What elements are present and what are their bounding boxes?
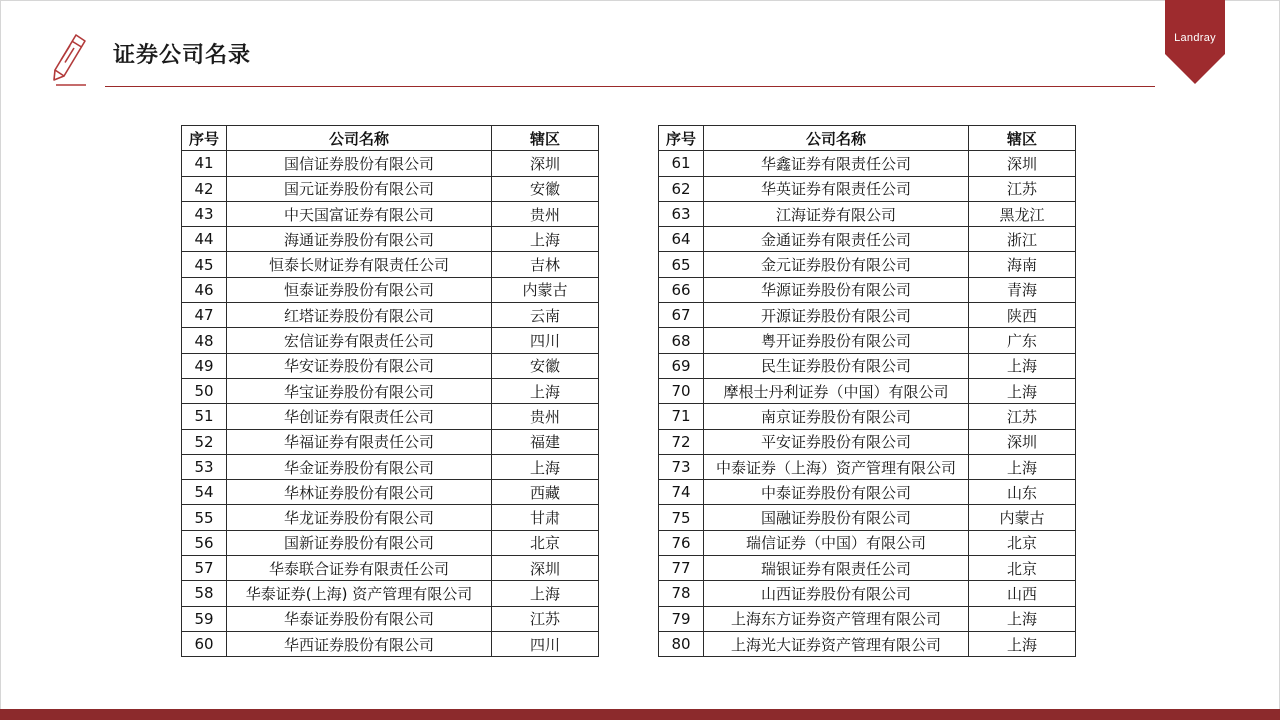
table-row	[659, 176, 1076, 201]
cell-company-name: 红塔证券股份有限公司	[227, 303, 492, 328]
table-row	[659, 328, 1076, 353]
cell-region: 北京	[969, 530, 1076, 555]
cell-index: 54	[182, 480, 227, 505]
table-row	[659, 277, 1076, 302]
cell-company-name: 中泰证券股份有限公司	[704, 480, 969, 505]
header-company-name: 公司名称	[704, 126, 969, 151]
table-row	[182, 581, 599, 606]
cell-region: 陕西	[969, 303, 1076, 328]
pencil-icon	[52, 32, 88, 88]
cell-region: 山东	[969, 480, 1076, 505]
cell-company-name: 江海证券有限公司	[704, 201, 969, 226]
cell-company-name: 华泰联合证券有限责任公司	[227, 556, 492, 581]
cell-index: 42	[182, 176, 227, 201]
cell-index: 76	[659, 530, 704, 555]
header-row	[659, 126, 1076, 151]
cell-index: 73	[659, 454, 704, 479]
cell-company-name: 中泰证券（上海）资产管理有限公司	[704, 454, 969, 479]
table-row	[659, 151, 1076, 176]
cell-region: 西藏	[492, 480, 599, 505]
cell-region: 江苏	[969, 404, 1076, 429]
table-row	[659, 505, 1076, 530]
header-row	[182, 126, 599, 151]
cell-region: 北京	[492, 530, 599, 555]
cell-company-name: 摩根士丹利证券（中国）有限公司	[704, 378, 969, 403]
cell-index: 44	[182, 227, 227, 252]
cell-index: 69	[659, 353, 704, 378]
cell-company-name: 华林证券股份有限公司	[227, 480, 492, 505]
cell-region: 上海	[492, 227, 599, 252]
cell-region: 山西	[969, 581, 1076, 606]
table-row	[659, 429, 1076, 454]
cell-company-name: 上海光大证券资产管理有限公司	[704, 631, 969, 656]
cell-company-name: 国元证券股份有限公司	[227, 176, 492, 201]
cell-company-name: 粤开证券股份有限公司	[704, 328, 969, 353]
table-row	[659, 252, 1076, 277]
cell-region: 深圳	[492, 556, 599, 581]
cell-index: 70	[659, 378, 704, 403]
table-row	[182, 353, 599, 378]
cell-index: 79	[659, 606, 704, 631]
table-row	[182, 227, 599, 252]
table-row	[659, 631, 1076, 656]
cell-company-name: 华源证券股份有限公司	[704, 277, 969, 302]
cell-region: 吉林	[492, 252, 599, 277]
cell-company-name: 华金证券股份有限公司	[227, 454, 492, 479]
cell-company-name: 宏信证券有限责任公司	[227, 328, 492, 353]
cell-region: 浙江	[969, 227, 1076, 252]
cell-index: 61	[659, 151, 704, 176]
cell-company-name: 华龙证券股份有限公司	[227, 505, 492, 530]
cell-index: 65	[659, 252, 704, 277]
cell-company-name: 恒泰长财证券有限责任公司	[227, 252, 492, 277]
table-body	[659, 151, 1076, 657]
cell-company-name: 瑞银证券有限责任公司	[704, 556, 969, 581]
cell-region: 上海	[969, 378, 1076, 403]
company-table-right	[658, 125, 1076, 657]
cell-company-name: 恒泰证券股份有限公司	[227, 277, 492, 302]
table-row	[659, 303, 1076, 328]
cell-region: 深圳	[969, 151, 1076, 176]
cell-index: 47	[182, 303, 227, 328]
cell-region: 四川	[492, 631, 599, 656]
cell-index: 41	[182, 151, 227, 176]
cell-index: 48	[182, 328, 227, 353]
cell-region: 黑龙江	[969, 201, 1076, 226]
cell-index: 60	[182, 631, 227, 656]
cell-company-name: 山西证券股份有限公司	[704, 581, 969, 606]
header-region: 辖区	[969, 126, 1076, 151]
cell-index: 45	[182, 252, 227, 277]
cell-company-name: 民生证券股份有限公司	[704, 353, 969, 378]
cell-index: 78	[659, 581, 704, 606]
cell-company-name: 瑞信证券（中国）有限公司	[704, 530, 969, 555]
table-row	[659, 454, 1076, 479]
table-body	[182, 151, 599, 657]
cell-company-name: 中天国富证券有限公司	[227, 201, 492, 226]
cell-company-name: 华西证券股份有限公司	[227, 631, 492, 656]
table-row	[182, 606, 599, 631]
table-row	[182, 252, 599, 277]
cell-index: 66	[659, 277, 704, 302]
cell-region: 北京	[969, 556, 1076, 581]
cell-index: 53	[182, 454, 227, 479]
footer-bar	[0, 709, 1280, 720]
cell-region: 上海	[969, 631, 1076, 656]
table-row	[182, 631, 599, 656]
header-company-name: 公司名称	[227, 126, 492, 151]
cell-company-name: 海通证券股份有限公司	[227, 227, 492, 252]
table-header	[182, 126, 599, 151]
cell-company-name: 金通证券有限责任公司	[704, 227, 969, 252]
table-row	[659, 201, 1076, 226]
cell-company-name: 华福证券有限责任公司	[227, 429, 492, 454]
cell-region: 上海	[969, 353, 1076, 378]
cell-company-name: 华安证券股份有限公司	[227, 353, 492, 378]
brand-logo-text: Landray	[1174, 32, 1216, 44]
cell-index: 80	[659, 631, 704, 656]
cell-company-name: 开源证券股份有限公司	[704, 303, 969, 328]
cell-index: 64	[659, 227, 704, 252]
cell-region: 安徽	[492, 353, 599, 378]
cell-index: 59	[182, 606, 227, 631]
cell-index: 43	[182, 201, 227, 226]
cell-index: 55	[182, 505, 227, 530]
cell-region: 贵州	[492, 404, 599, 429]
table-row	[182, 151, 599, 176]
company-table-left	[181, 125, 599, 657]
cell-company-name: 华泰证券股份有限公司	[227, 606, 492, 631]
table-row	[659, 530, 1076, 555]
table-row	[659, 404, 1076, 429]
table-row	[182, 303, 599, 328]
cell-company-name: 华鑫证券有限责任公司	[704, 151, 969, 176]
cell-index: 68	[659, 328, 704, 353]
cell-company-name: 华泰证券(上海) 资产管理有限公司	[227, 581, 492, 606]
cell-region: 江苏	[969, 176, 1076, 201]
cell-region: 四川	[492, 328, 599, 353]
table-row	[182, 378, 599, 403]
cell-index: 67	[659, 303, 704, 328]
cell-index: 57	[182, 556, 227, 581]
cell-company-name: 国新证券股份有限公司	[227, 530, 492, 555]
table-header	[659, 126, 1076, 151]
cell-region: 上海	[492, 378, 599, 403]
cell-company-name: 华英证券有限责任公司	[704, 176, 969, 201]
cell-region: 内蒙古	[969, 505, 1076, 530]
table-row	[182, 480, 599, 505]
cell-index: 52	[182, 429, 227, 454]
cell-region: 上海	[969, 454, 1076, 479]
cell-company-name: 国融证券股份有限公司	[704, 505, 969, 530]
cell-region: 上海	[969, 606, 1076, 631]
table-row	[659, 480, 1076, 505]
cell-region: 广东	[969, 328, 1076, 353]
table-row	[659, 353, 1076, 378]
cell-region: 深圳	[969, 429, 1076, 454]
cell-index: 49	[182, 353, 227, 378]
cell-region: 青海	[969, 277, 1076, 302]
table-row	[659, 606, 1076, 631]
header-index: 序号	[659, 126, 704, 151]
cell-index: 63	[659, 201, 704, 226]
cell-region: 江苏	[492, 606, 599, 631]
title-divider	[105, 86, 1155, 87]
cell-region: 内蒙古	[492, 277, 599, 302]
table-row	[182, 404, 599, 429]
cell-company-name: 华创证券有限责任公司	[227, 404, 492, 429]
brand-ribbon	[1165, 0, 1225, 84]
table-row	[659, 556, 1076, 581]
cell-index: 56	[182, 530, 227, 555]
table-row	[659, 227, 1076, 252]
table-row	[659, 581, 1076, 606]
cell-index: 46	[182, 277, 227, 302]
table-row	[182, 530, 599, 555]
cell-company-name: 华宝证券股份有限公司	[227, 378, 492, 403]
cell-region: 上海	[492, 454, 599, 479]
table-row	[182, 277, 599, 302]
header-index: 序号	[182, 126, 227, 151]
header-region: 辖区	[492, 126, 599, 151]
table-row	[182, 201, 599, 226]
cell-index: 72	[659, 429, 704, 454]
cell-index: 74	[659, 480, 704, 505]
cell-company-name: 平安证券股份有限公司	[704, 429, 969, 454]
cell-index: 58	[182, 581, 227, 606]
table-row	[182, 328, 599, 353]
cell-index: 51	[182, 404, 227, 429]
cell-index: 62	[659, 176, 704, 201]
cell-region: 深圳	[492, 151, 599, 176]
cell-region: 云南	[492, 303, 599, 328]
cell-index: 50	[182, 378, 227, 403]
cell-region: 海南	[969, 252, 1076, 277]
cell-index: 77	[659, 556, 704, 581]
cell-index: 75	[659, 505, 704, 530]
cell-region: 甘肃	[492, 505, 599, 530]
table-row	[182, 454, 599, 479]
cell-region: 贵州	[492, 201, 599, 226]
table-row	[182, 505, 599, 530]
cell-region: 上海	[492, 581, 599, 606]
cell-region: 福建	[492, 429, 599, 454]
table-row	[182, 556, 599, 581]
cell-region: 安徽	[492, 176, 599, 201]
cell-company-name: 上海东方证券资产管理有限公司	[704, 606, 969, 631]
cell-index: 71	[659, 404, 704, 429]
cell-company-name: 南京证券股份有限公司	[704, 404, 969, 429]
table-row	[182, 429, 599, 454]
page-title: 证券公司名录	[113, 43, 252, 68]
table-row	[659, 378, 1076, 403]
table-row	[182, 176, 599, 201]
cell-company-name: 国信证券股份有限公司	[227, 151, 492, 176]
cell-company-name: 金元证券股份有限公司	[704, 252, 969, 277]
